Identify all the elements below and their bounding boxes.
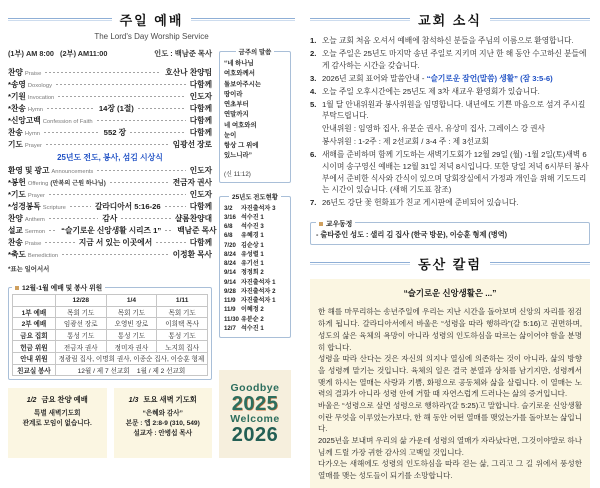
order-item-label <box>8 201 66 212</box>
evangelism-name: 자진출석자 3 <box>241 204 276 212</box>
order-item-english: Hymn <box>27 106 43 113</box>
verse-line: 있느니라” <box>224 152 252 160</box>
year-2025: 2025 <box>231 392 279 415</box>
evangelism-entry <box>224 204 286 213</box>
leader-line <box>45 72 161 73</box>
evangelism-name: 유분순 2 <box>241 315 264 323</box>
event-notice-header <box>117 395 210 405</box>
service-info-row <box>8 49 212 59</box>
evangelism-date: 7/20 <box>224 241 236 249</box>
duty-table-header-cell: 12/28 <box>55 295 106 307</box>
notices-row <box>8 388 212 458</box>
order-item-korean: *찬송 <box>8 103 26 113</box>
evangelism-entry <box>224 287 286 296</box>
member-update-entry: - 출타중인 성도 : 샐리 김 집사 (한국 방문), 이승훈 형제 (병역) <box>316 229 508 239</box>
order-item <box>8 164 212 176</box>
duty-table-cell: 목회 기도 <box>157 306 208 318</box>
order-item-korean: 찬양 <box>8 213 23 223</box>
news-list <box>310 35 590 209</box>
leader-line <box>44 132 100 133</box>
order-item <box>8 212 212 224</box>
duty-table-span-cell: 12월 / 제 7 선교회 1월 / 제 2 선교회 <box>55 364 207 376</box>
evangelism-entry <box>224 259 286 268</box>
order-item-person: 호산나 찬양팀 <box>165 67 212 77</box>
duty-table-span-cell: 정광림 집사, 이명희 권사, 이종순 집사, 이승훈 형제 <box>55 352 207 364</box>
evangelism-name: 자진출석자 1 <box>241 297 276 304</box>
order-item-korean: *송영 <box>8 79 26 89</box>
leader-line <box>70 206 91 207</box>
duty-table-cell: 통성 기도 <box>55 329 106 341</box>
news-section-header <box>310 10 590 29</box>
column-paragraph: 성령을 따라 산다는 것은 자신의 의지나 열심에 의존하는 것이 아니라, 삶의 방향을 성령께 맡기는 것입니다. 육체의 일은 결국 분열과 상처를 남기지만, 성령께서 맺게 하시는 열매는 사랑과 기쁨, 화평으로 공동체와 삶을 살립니다. 이 열매는 노력의 결과가 아니라 성령 안에 거할 때 자연스럽게 드러나는 삶의 증거입니다. <box>318 354 582 399</box>
order-item <box>8 66 212 78</box>
evangelism-name: 자진출석자 2 <box>241 287 276 295</box>
verse-line: 땅이라 <box>224 90 243 98</box>
event-notice-header <box>11 395 104 405</box>
news-item <box>310 197 590 209</box>
evangelism-date: 11/9 <box>224 297 236 304</box>
pastor-column-box <box>310 279 590 487</box>
leader-line <box>45 242 75 243</box>
evangelism-entry <box>224 222 286 231</box>
order-item-english: Benediction <box>27 252 59 259</box>
column-paragraph: 다가오는 새해에도 성령의 인도하심을 따라 걷는 삶, 그리고 그 길 위에서 풍성한 열매를 맺는 성도들이 되기를 소망합니다. <box>318 459 582 481</box>
duty-table-title: 12월-1월 예배 및 봉사 위원 <box>12 282 105 292</box>
order-item-detail: 갈라디아서 5:16-26 <box>94 201 161 211</box>
order-item-person: 인도자 <box>189 165 212 175</box>
year-2026: 2026 <box>231 423 279 446</box>
event-notice-line: 본문 : 엡 2:8-9 (310, 549) <box>125 420 200 428</box>
evangelism-entry <box>224 324 286 333</box>
news-item-number: 3. <box>310 73 317 83</box>
evangelism-date: 12/7 <box>224 324 236 332</box>
evangelism-name: 김순상 1 <box>241 241 264 249</box>
news-item-subline: 안내위원 : 임영하 집사, 유분순 권사, 유상미 집사, 그레이스 강 권사 <box>322 124 545 134</box>
evangelism-date: 11/9 <box>224 306 236 314</box>
order-item-person: 인도자 <box>189 91 212 101</box>
order-item-note: (만복의 근원 하나님) <box>50 179 106 187</box>
evangelism-date: 8/24 <box>224 260 236 267</box>
order-item-person: 다함께 <box>189 201 213 211</box>
evangelism-date: 9/14 <box>224 269 236 277</box>
header-line-right <box>490 18 590 21</box>
event-notice-date: 1/3 <box>128 397 139 405</box>
order-item-english: Scripture <box>42 204 66 211</box>
weekly-verse-reference: (신 11:12) <box>224 170 251 178</box>
duty-table-cell: 안내 위원 <box>13 352 56 364</box>
order-item-korean: 설교 <box>8 225 23 235</box>
verse-line: “네 하나님 <box>224 60 254 67</box>
event-notice-line: 특별 새벽기도회 <box>34 410 81 418</box>
order-item-korean: *기도 <box>8 189 26 199</box>
order-item-korean: 찬송 <box>8 127 23 137</box>
order-item-korean: *성경봉독 <box>8 201 41 211</box>
evangelism-entry <box>224 231 286 240</box>
news-item-number: 7. <box>310 198 317 208</box>
order-item-korean: *봉헌 <box>8 177 26 187</box>
news-item <box>310 35 590 47</box>
goodbye-2025-welcome-2026-graphic <box>219 370 291 458</box>
duty-table-header-cell: 1/11 <box>157 295 208 307</box>
column-header-title: 동산 칼럼 <box>418 257 482 273</box>
evangelism-date: 9/14 <box>224 278 236 286</box>
evangelism-name: 석수진 1 <box>241 213 264 221</box>
weekly-verse-box <box>219 47 291 183</box>
order-item-detail: 감사 <box>102 213 118 223</box>
order-item-english: Offering <box>27 180 49 187</box>
weekly-verse-text <box>224 59 286 162</box>
order-item-korean: 찬양 <box>8 67 23 77</box>
leader-line <box>46 144 169 145</box>
evangelism-name: 유혜경 1 <box>241 232 264 240</box>
order-item-label <box>8 127 40 138</box>
event-notice-date: 1/2 <box>26 397 37 405</box>
evangelism-name: 석수진 3 <box>241 223 264 230</box>
order-item-person: 샬롬찬양대 <box>174 213 212 223</box>
order-item-english: Doxology <box>27 82 53 89</box>
evangelism-entry <box>224 268 286 277</box>
verse-line: 항상 그 위에 <box>224 142 259 149</box>
order-item-english: Prayer <box>27 192 45 199</box>
event-notice-line: “은혜와 감사” <box>142 410 183 418</box>
news-item-number: 6. <box>310 150 317 160</box>
news-item-number: 5. <box>310 99 317 109</box>
order-item-label <box>8 237 41 248</box>
order-item-label <box>8 225 45 236</box>
order-item-english: Praise <box>24 70 42 77</box>
order-item-english: Invocation <box>27 94 55 101</box>
duty-table-span-row <box>13 352 208 364</box>
order-item-english: Hymn <box>24 130 40 137</box>
event-notice-box <box>8 388 107 458</box>
duty-table-cell: 전금자 권사 <box>55 341 106 353</box>
leader-line <box>165 230 173 231</box>
leader-line <box>56 84 186 85</box>
order-item-english: Confession of Faith <box>42 118 93 125</box>
order-item-korean: 기도 <box>8 139 23 149</box>
column-paragraph: 바울은 “성령으로 살면 성령으로 행하라”(갈 5:25)고 말합니다. 슬기로운 신앙생활이란 무엇을 이루었는가보다, 한 해 동안 어떤 열매를 맺었는가를 돌아보는 삶입니다. <box>318 400 582 434</box>
duty-table-cell: 목회 기도 <box>55 306 106 318</box>
order-item-label <box>8 91 54 102</box>
verse-line: 여호와께서 <box>224 70 255 78</box>
duty-table-cell: 2부 예배 <box>13 318 56 330</box>
event-notice-title: 토요 새벽 기도회 <box>143 395 197 405</box>
duty-table-cell: 임광선 장로 <box>55 318 106 330</box>
news-page <box>300 0 600 481</box>
duty-table-cell: 헌금 위원 <box>13 341 56 353</box>
evangelism-date: 3/2 <box>224 204 233 212</box>
order-item-label <box>8 213 45 224</box>
leader-line <box>47 108 95 109</box>
duty-table-box <box>8 282 212 380</box>
order-item-person: 다함께 <box>189 115 212 125</box>
duty-table-row <box>13 329 208 341</box>
order-item-person: 이정환 목사 <box>172 249 212 259</box>
order-item-person: 다함께 <box>189 237 213 247</box>
duty-table-cell: 노지희 집사 <box>157 341 208 353</box>
order-item-label <box>8 67 41 78</box>
evangelism-entry <box>224 213 286 222</box>
evangelism-name: 유성렬 1 <box>241 250 264 258</box>
evangelism-name: 유기선 1 <box>241 260 264 267</box>
news-item <box>310 86 590 98</box>
worship-section-header <box>8 10 295 29</box>
leader-line <box>110 182 169 183</box>
header-line-right <box>490 262 590 265</box>
duty-table-cell: 이희택 목사 <box>157 318 208 330</box>
order-item <box>8 102 212 114</box>
order-item-person: 다함께 <box>189 103 212 113</box>
duty-table-header-cell <box>13 295 56 307</box>
evangelism-status-title: 25년도 전도현황 <box>232 193 278 201</box>
evangelism-entry <box>224 241 286 250</box>
worship-main-column <box>8 47 217 458</box>
news-item-subline: 봉사위원 : 1-2주 : 제 2선교회 / 3-4 주 : 제 3선교회 <box>322 137 489 147</box>
header-line-left <box>310 18 410 21</box>
column-paragraph: 2025년을 보내며 우리의 삶 가운데 성령의 열매가 자라났다면, 그것이야말로 하나님께 드릴 가장 귀한 감사의 고백일 것입니다. <box>318 436 582 457</box>
worship-order-list <box>8 66 217 260</box>
order-item-detail: “슬기로운 신앙생활 시리즈 1” <box>61 225 162 235</box>
news-item-number: 2. <box>310 49 317 59</box>
evangelism-date: 8/24 <box>224 250 236 258</box>
order-item <box>8 188 212 200</box>
member-updates-list <box>316 230 584 241</box>
bullet-square-icon <box>319 222 323 226</box>
worship-side-column <box>219 47 291 458</box>
leader-line <box>97 170 185 171</box>
weekly-verse-title: 금주의 말씀 <box>238 49 272 56</box>
evangelism-entry <box>224 305 286 314</box>
bullet-square-icon <box>15 286 19 290</box>
leader-line <box>130 132 186 133</box>
worship-body <box>8 47 295 458</box>
order-item-person: 전금자 권사 <box>172 177 212 187</box>
order-item <box>8 90 212 102</box>
service-times: (1부) AM 8:00 (2부) AM11:00 <box>8 49 108 58</box>
member-updates-box <box>310 218 590 246</box>
leader-line <box>156 242 186 243</box>
leader-line <box>138 108 186 109</box>
order-item-detail: 552 장 <box>103 127 127 137</box>
news-item-text: 2026년 교회 표어와 말씀안내 - “슬기로운 잠언(말씀) 생활” (잠 3:5-6) <box>322 73 553 83</box>
order-item <box>8 236 212 248</box>
duty-table-cell: 정미자 권사 <box>106 341 157 353</box>
duty-table-row <box>13 306 208 318</box>
news-item-accent: “슬기로운 잠언(말씀) 생활” (잠 3:5-6) <box>426 73 553 83</box>
duty-table-cell: 통성 기도 <box>157 329 208 341</box>
order-item <box>8 78 212 90</box>
order-item-label <box>8 189 45 200</box>
column-title: “슬기로운 신앙생활은 ...” <box>403 288 497 299</box>
leader-line <box>97 120 186 121</box>
verse-line: 연초부터 <box>224 101 249 108</box>
evangelism-date: 6/8 <box>224 232 233 240</box>
order-item-label <box>8 177 106 188</box>
news-item <box>310 48 590 71</box>
duty-table <box>12 294 208 376</box>
leader-line <box>62 254 169 255</box>
duty-table-cell: 1부 예배 <box>13 306 56 318</box>
service-leader: 인도 : 백남준 목사 <box>154 49 212 58</box>
evangelism-date: 9/28 <box>224 287 236 295</box>
order-item <box>8 114 212 126</box>
news-item <box>310 99 590 122</box>
duty-table-cell: 목회 기도 <box>106 306 157 318</box>
duty-table-header-cell: 1/4 <box>106 295 157 307</box>
order-item-person: 백남준 목사 <box>177 225 217 235</box>
evangelism-entry <box>224 315 286 324</box>
order-item-korean: 환영 및 광고 <box>8 165 50 175</box>
header-line-right <box>191 18 295 21</box>
evangelism-entry <box>224 250 286 259</box>
evangelism-entry <box>224 278 286 287</box>
verse-line: 돌보아주시는 <box>224 80 262 88</box>
order-item-english: Anthem <box>24 216 45 223</box>
stand-footnote: *표는 일어서서 <box>8 266 50 273</box>
worship-page <box>0 0 300 464</box>
order-item-person: 다함께 <box>189 79 212 89</box>
news-item-text: 새해를 준비하며 함께 기도하는 새벽기도회가 12월 29일 (월) -1월 2일(토)새벽 6시이며 송구영신 예배는 12월 31일 저녁 8시입니다. 또한 당일 저녁 6시부터 봉사부에서 준비한 식사와 간식이 있으며 당회장실에서 가정과 개인을 위해 기도드리는 시간이 있습니다. (새해 기도표 참조) <box>322 150 589 195</box>
order-item <box>8 138 212 150</box>
leader-line <box>58 96 185 97</box>
order-item-person: 인도자 <box>189 189 212 199</box>
order-item-detail: 지금 서 있는 이곳에서 <box>78 237 153 247</box>
order-item-korean: *기원 <box>8 91 26 101</box>
duty-table-cell: 오영빈 장로 <box>106 318 157 330</box>
event-notice-title: 금요 찬양 예배 <box>41 395 88 405</box>
order-item-english: Praise <box>24 240 42 247</box>
order-item <box>8 176 212 188</box>
evangelism-name: 자진출석자 1 <box>241 278 276 286</box>
goodbye-word: Goodbye <box>230 381 280 394</box>
leader-line <box>121 218 171 219</box>
evangelism-entry <box>224 296 286 305</box>
welcome-word: Welcome <box>230 413 280 425</box>
leader-line <box>49 194 186 195</box>
order-item-korean: *신앙고백 <box>8 115 41 125</box>
duty-table-cell: 금요 집회 <box>13 329 56 341</box>
duty-table-row <box>13 341 208 353</box>
worship-title: 주일 예배 <box>119 13 184 28</box>
event-notice-line: 관계로 모임이 없습니다. <box>22 420 92 428</box>
news-item-number: 4. <box>310 86 317 96</box>
verse-line: 눈이 <box>224 131 237 139</box>
news-item-text: 오늘 주일 오후시간에는 25년도 제 3차 새교우 환영회가 있습니다. <box>322 86 540 96</box>
news-item <box>310 149 590 195</box>
order-item <box>8 248 212 260</box>
leader-line <box>49 218 99 219</box>
leader-line <box>165 206 186 207</box>
column-paragraphs <box>318 306 582 481</box>
order-item <box>8 200 212 212</box>
evangelism-status-box <box>219 192 291 339</box>
duty-table-header-row <box>13 295 208 307</box>
worship-subtitle: The Lord's Day Worship Service <box>94 32 209 41</box>
order-item-english: Sermon <box>24 228 46 235</box>
duty-table-cell: 친교실 봉사 <box>13 364 56 376</box>
news-item-number: 1. <box>310 36 317 45</box>
order-item-detail: 14장 (1절) <box>98 103 134 113</box>
order-item-label <box>8 165 93 176</box>
order-item-label <box>8 115 93 126</box>
evangelism-name: 정정희 2 <box>241 269 264 277</box>
order-awards-divider: 25년도 전도, 봉사, 섬김 시상식 <box>57 152 163 162</box>
news-item-text: 오늘 주일은 25년도 마지막 송년 주일로 지키며 지난 한 해 동안 수고하신 분들에게 감사하는 시간을 갖습니다. <box>322 49 587 70</box>
header-line-left <box>310 262 410 265</box>
member-updates-title: 교우동정 <box>316 218 355 228</box>
evangelism-date: 6/8 <box>224 223 233 230</box>
duty-table-cell: 통성 기도 <box>106 329 157 341</box>
news-title: 교회 소식 <box>418 13 482 28</box>
verse-line: 네 여호와의 <box>224 121 257 129</box>
evangelism-name: 이혜정 2 <box>241 306 264 314</box>
duty-table-row <box>13 318 208 330</box>
order-item-korean: 찬송 <box>8 237 23 247</box>
news-item <box>310 73 590 85</box>
column-section-header <box>310 254 590 273</box>
event-notice-line: 설교자 : 안병섭 목사 <box>133 429 193 437</box>
order-item-label <box>8 103 43 114</box>
news-item-text: 1월 달 안내위원과 봉사위원을 임명합니다. 내년에도 기쁜 마음으로 섬겨 주시길 부탁드립니다. <box>322 99 586 121</box>
order-item-english: Prayer <box>24 142 42 149</box>
order-item <box>8 126 212 138</box>
order-item <box>8 224 217 236</box>
evangelism-name: 석수진 1 <box>241 324 264 332</box>
header-line-left <box>8 18 112 21</box>
order-item-person: 임광선 장로 <box>172 139 212 149</box>
order-item-label <box>8 249 58 260</box>
evangelism-date: 3/16 <box>224 213 236 221</box>
order-item-korean: *축도 <box>8 249 26 259</box>
news-item-text: 26년도 강단 꽃 헌화표가 친교 게시판에 준비되어 있습니다. <box>322 198 519 208</box>
news-item-text: 오늘 교회 처음 오셔서 예배에 참석하신 분들을 주님의 이름으로 환영합니다. <box>322 36 574 45</box>
duty-table-span-row <box>13 364 208 376</box>
column-paragraph: 한 해를 마무리하는 송년주일에 우리는 지난 시간을 돌아보며 신앙의 자리를 점검하게 됩니다. 갈라디아서에서 바울은 “성령을 따라 행하라”(갈 5:16)고 권면하며, 성도의 삶은 육체의 욕망이 아니라 성령의 인도하심을 따르는 삶이어야 함을 분명히 합니다. <box>318 307 582 352</box>
event-notice-box <box>114 388 213 458</box>
order-item-label <box>8 79 52 90</box>
evangelism-status-list <box>224 204 286 334</box>
leader-line <box>49 230 57 231</box>
verse-line: 연말까지 <box>224 111 249 119</box>
order-item-person: 다함께 <box>189 127 213 137</box>
order-item-label <box>8 139 42 150</box>
order-item-english: Announcements <box>51 168 94 175</box>
evangelism-date: 11/30 <box>224 315 239 323</box>
